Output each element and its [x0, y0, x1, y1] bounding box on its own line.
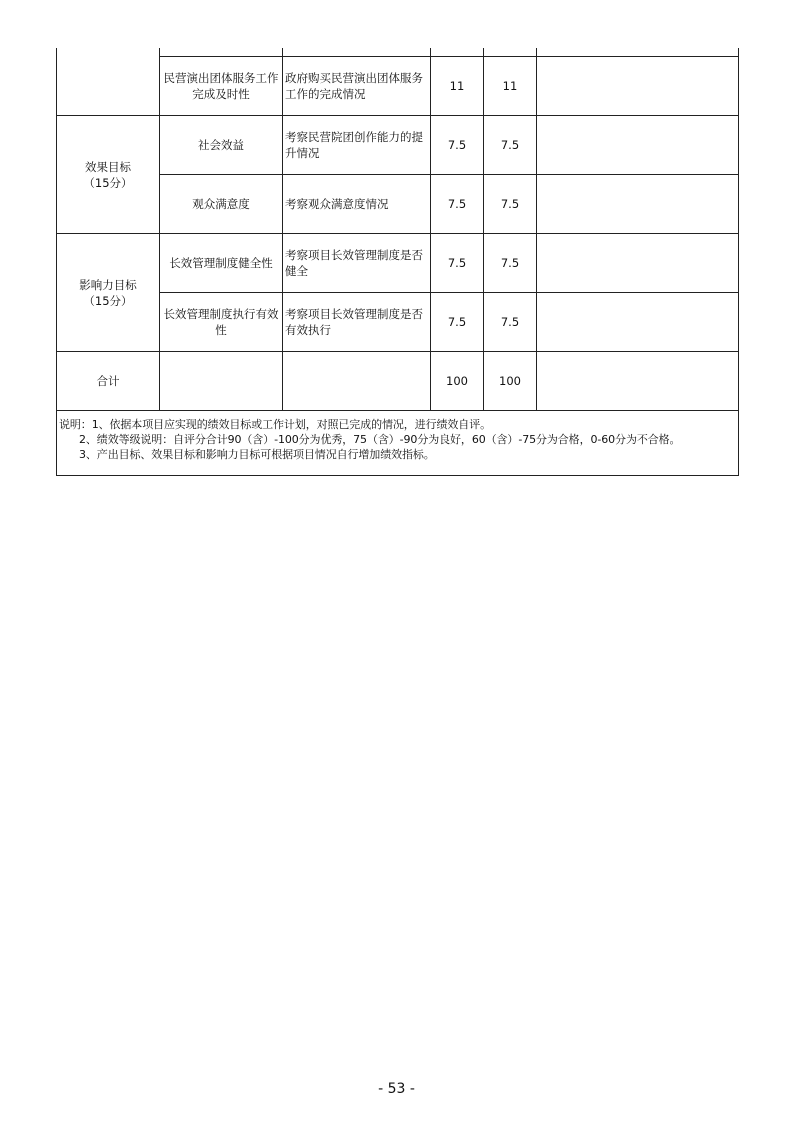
- notes-row: [57, 411, 739, 476]
- remark-cell: [537, 234, 739, 293]
- description-cell: 考察观众满意度情况: [283, 175, 431, 234]
- self-score-cell: 7.5: [484, 175, 537, 234]
- total-indicator-cell: [160, 352, 283, 411]
- note-line-3: 3、产出目标、效果目标和影响力目标可根据项目情况自行增加绩效指标。: [79, 448, 435, 461]
- table-row: [57, 293, 739, 352]
- page-number: - 53 -: [378, 1081, 415, 1097]
- description-cell: 考察项目长效管理制度是否健全: [283, 234, 431, 293]
- indicator-cell: 长效管理制度执行有效性: [160, 293, 283, 352]
- remark-cell: [537, 116, 739, 175]
- description-cell: 考察项目长效管理制度是否有效执行: [283, 293, 431, 352]
- score-cell: 7.5: [431, 293, 484, 352]
- category-cell-effect: 效果目标 （15分）: [57, 116, 160, 234]
- indicator-cell: 民营演出团体服务工作完成及时性: [160, 57, 283, 116]
- table-row: [57, 57, 739, 116]
- total-description-cell: [283, 352, 431, 411]
- self-score-cell: 7.5: [484, 293, 537, 352]
- total-row: [57, 352, 739, 411]
- performance-table: [56, 48, 739, 476]
- indicator-cell: 社会效益: [160, 116, 283, 175]
- description-cell: 政府购买民营演出团体服务工作的完成情况: [283, 57, 431, 116]
- table-row-continuation: [57, 48, 739, 57]
- remark-cell: [537, 57, 739, 116]
- total-remark-cell: [537, 352, 739, 411]
- self-score-cell: 7.5: [484, 234, 537, 293]
- indicator-cell: 观众满意度: [160, 175, 283, 234]
- note-line-2: 2、绩效等级说明：自评分合计90（含）-100分为优秀，75（含）-90分为良好，60（含）-75分为合格，0-60分为不合格。: [79, 433, 681, 446]
- self-score-cell: 11: [484, 57, 537, 116]
- description-cell: 考察民营院团创作能力的提升情况: [283, 116, 431, 175]
- self-score-cell: 7.5: [484, 116, 537, 175]
- total-score-cell: 100: [431, 352, 484, 411]
- remark-cell: [537, 175, 739, 234]
- notes-cell: [57, 411, 739, 476]
- table-row: [57, 234, 739, 293]
- table-row: [57, 116, 739, 175]
- total-label: 合计: [57, 352, 160, 411]
- score-cell: 7.5: [431, 234, 484, 293]
- indicator-cell: 长效管理制度健全性: [160, 234, 283, 293]
- remark-cell: [537, 293, 739, 352]
- score-cell: 11: [431, 57, 484, 116]
- score-cell: 7.5: [431, 116, 484, 175]
- table-row: [57, 175, 739, 234]
- total-self-score-cell: 100: [484, 352, 537, 411]
- category-cell-continued: [57, 48, 160, 116]
- score-cell: 7.5: [431, 175, 484, 234]
- category-cell-influence: 影响力目标 （15分）: [57, 234, 160, 352]
- note-line-1: 说明：1、依据本项目应实现的绩效目标或工作计划，对照已完成的情况，进行绩效自评。: [59, 418, 491, 431]
